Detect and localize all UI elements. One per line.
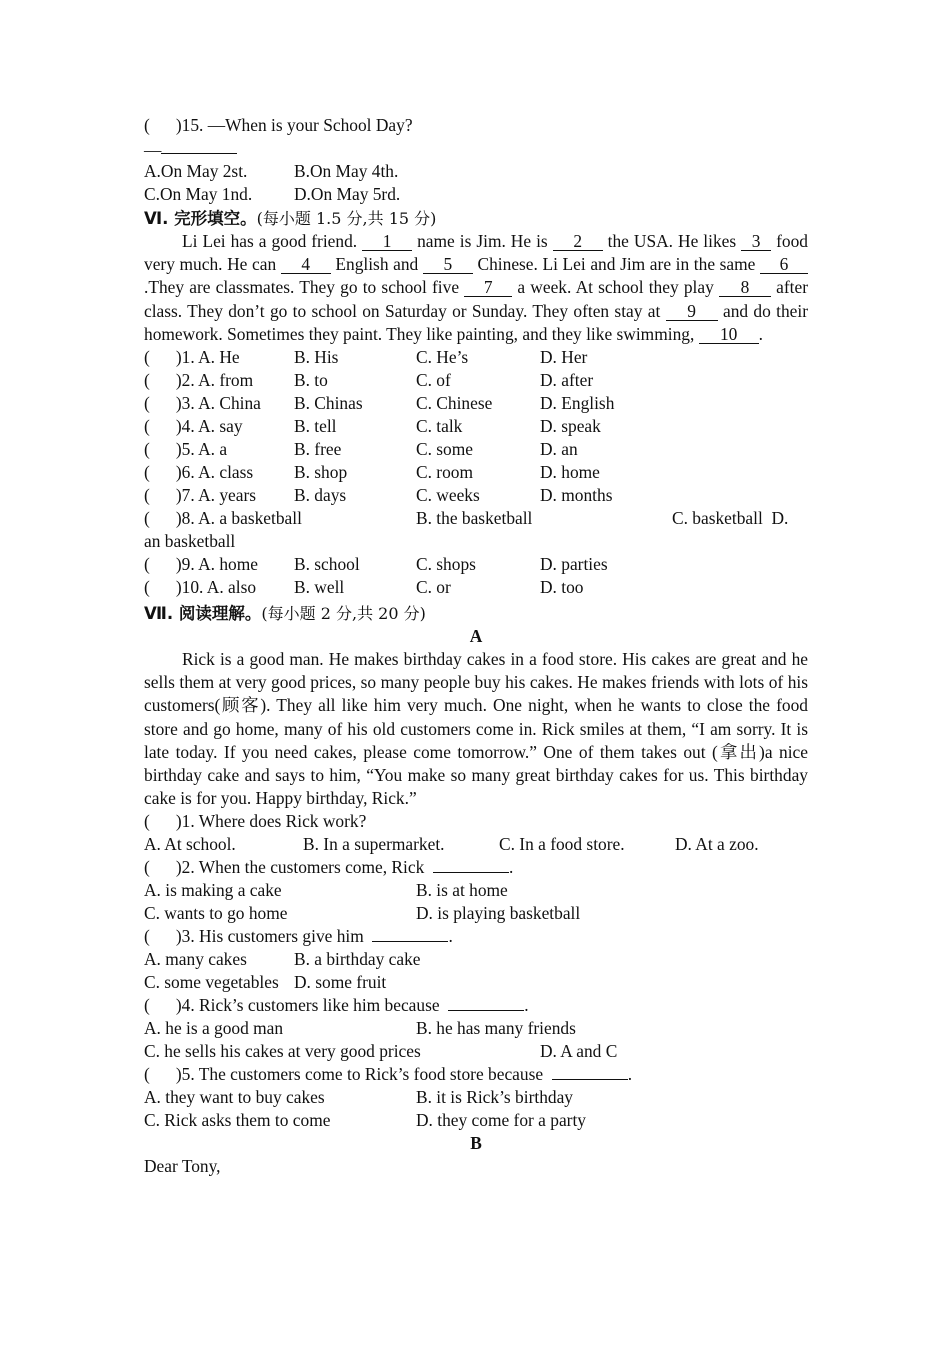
option-c: C. He’s <box>416 347 469 368</box>
cloze-blank-9: 9 <box>666 302 718 321</box>
section-6-note: (每小题 1.5 分,共 15 分) <box>256 209 437 228</box>
option-b: B. In a supermarket. <box>303 834 445 855</box>
reading-q4-text: ( )4. Rick’s customers like him because <box>144 995 440 1016</box>
option-d: D. months <box>540 485 613 506</box>
section-6-title: Ⅵ. 完形填空。 <box>144 209 257 228</box>
reading-q4-options-ab <box>144 1017 808 1040</box>
question-number-option-a: ( )9. A. home <box>144 554 258 575</box>
option-c: C. wants to go home <box>144 903 288 924</box>
option-d: D. speak <box>540 416 601 437</box>
section-6-heading <box>144 207 808 230</box>
option-a: A. he is a good man <box>144 1018 284 1039</box>
cloze-blank-7: 7 <box>464 278 512 297</box>
reading-q3-options-cd <box>144 971 808 994</box>
option-d: D. they come for a party <box>416 1110 586 1131</box>
option-c: C. some vegetables <box>144 972 279 993</box>
option-b: B. well <box>294 577 345 598</box>
option-d: D. an <box>540 439 578 460</box>
option-c: C. In a food store. <box>499 834 625 855</box>
reading-q3-options-ab <box>144 948 808 971</box>
answer-blank <box>433 856 509 873</box>
option-d: D. home <box>540 462 600 483</box>
option-d: D. At a zoo. <box>675 834 759 855</box>
option-b: B. shop <box>294 462 348 483</box>
question-15-options-ab <box>144 160 808 183</box>
option-d: D. is playing basketball <box>416 903 581 924</box>
reading-q1-options <box>144 833 808 856</box>
cloze-question-row <box>144 576 808 599</box>
question-number-option-a: ( )7. A. years <box>144 485 257 506</box>
reading-q5-options-ab <box>144 1086 808 1109</box>
option-c: C.On May 1nd. <box>144 184 253 204</box>
option-b: B. it is Rick’s birthday <box>416 1087 573 1108</box>
cloze-question-8-wrap: an basketball <box>144 531 236 552</box>
option-b: B. he has many friends <box>416 1018 576 1039</box>
reading-q5-text: ( )5. The customers come to Rick’s food store because <box>144 1064 544 1085</box>
option-c: C. or <box>416 577 451 598</box>
option-a: A. is making a cake <box>144 880 282 901</box>
option-b: B. to <box>294 370 328 391</box>
option-b: B. His <box>294 347 339 368</box>
question-number-option-a: ( )6. A. class <box>144 462 254 483</box>
cloze-blank-6: 6 <box>760 255 808 274</box>
option-d: D. some fruit <box>294 972 387 993</box>
cloze-questions-2 <box>144 553 808 599</box>
part-b-label: B <box>470 1133 482 1154</box>
question-15-options-cd <box>144 183 808 206</box>
question-number-option-a: ( )10. A. also <box>144 577 257 598</box>
cloze-question-8 <box>144 507 808 530</box>
option-d: D. after <box>540 370 594 391</box>
answer-blank <box>448 994 524 1011</box>
option-a: A.On May 2st. <box>144 161 248 181</box>
part-a-label: A <box>469 626 483 647</box>
cloze-question-row <box>144 369 808 392</box>
option-d: D. parties <box>540 554 608 575</box>
option-b: B. is at home <box>416 880 508 901</box>
option-b: B. school <box>294 554 360 575</box>
q8-option-b: B. the basketball <box>416 508 533 529</box>
answer-blank <box>552 1063 628 1080</box>
option-b: B. a birthday cake <box>294 949 421 970</box>
cloze-question-row <box>144 461 808 484</box>
answer-blank <box>372 925 448 942</box>
letter-greeting: Dear Tony, <box>144 1156 221 1177</box>
cloze-blank-3: 3 <box>741 232 771 251</box>
option-b: B. Chinas <box>294 393 363 414</box>
section-7-note: (每小题 2 分,共 20 分) <box>261 604 426 624</box>
question-number-option-a: ( )4. A. say <box>144 416 243 437</box>
section-7-heading <box>144 602 808 625</box>
cloze-blank-5: 5 <box>423 255 473 274</box>
option-d: D.On May 5rd. <box>294 184 401 204</box>
cloze-question-row <box>144 392 808 415</box>
option-a: A. many cakes <box>144 949 247 970</box>
reading-q2-text: ( )2. When the customers come, Rick <box>144 857 425 878</box>
worksheet-page <box>144 114 808 1178</box>
reading-q2-options-cd <box>144 902 808 925</box>
option-b: B. free <box>294 439 342 460</box>
cloze-passage: Li Lei has a good friend. 1 name is Jim. He is 2 the USA. He likes 3 food very much. He can 4 English and 5 Chinese. Li Lei and Jim are in the same 6.They are classmates. They go to school five 7 a week. At school they play 8 after class. They don’t go to school on Saturday or Sunday. They often stay at 9 and do their homework. Sometimes they paint. They like painting, and they like swimming, 10 . <box>144 231 809 344</box>
option-c: C. Chinese <box>416 393 493 414</box>
option-d: D. too <box>540 577 584 598</box>
option-c: C. Rick asks them to come <box>144 1110 331 1131</box>
option-b: B. tell <box>294 416 337 437</box>
q8-option-c: C. basketball D. <box>672 508 789 529</box>
option-d: D. English <box>540 393 615 414</box>
cloze-question-row <box>144 553 808 576</box>
option-c: C. weeks <box>416 485 480 506</box>
cloze-blank-4: 4 <box>281 255 331 274</box>
cloze-question-row <box>144 438 808 461</box>
section-7-title: Ⅶ. 阅读理解。 <box>144 604 262 624</box>
reading-q5-stem: ( )5. The customers come to Rick’s food store because . <box>144 1064 633 1085</box>
cloze-questions <box>144 346 808 507</box>
reading-q3-text: ( )3. His customers give him <box>144 926 364 947</box>
option-b: B. days <box>294 485 347 506</box>
q8-part-a: ( )8. A. a basketball <box>144 508 302 529</box>
option-c: C. talk <box>416 416 463 437</box>
option-c: C. shops <box>416 554 476 575</box>
reading-q4-options-cd <box>144 1040 808 1063</box>
option-c: C. he sells his cakes at very good prices <box>144 1041 421 1062</box>
cloze-blank-1: 1 <box>362 232 412 251</box>
dash: — <box>144 140 162 160</box>
question-15-stem: ( )15. —When is your School Day? <box>144 115 413 135</box>
option-a: A. they want to buy cakes <box>144 1087 325 1108</box>
cloze-question-row <box>144 346 808 369</box>
question-15-answer-blank <box>144 137 808 160</box>
reading-q4-stem: ( )4. Rick’s customers like him because . <box>144 995 529 1016</box>
reading-q2-stem: ( )2. When the customers come, Rick . <box>144 857 514 878</box>
option-d: D. Her <box>540 347 588 368</box>
option-c: C. room <box>416 462 474 483</box>
question-number-option-a: ( )5. A. a <box>144 439 228 460</box>
cloze-question-row <box>144 415 808 438</box>
question-number-option-a: ( )1. A. He <box>144 347 240 368</box>
question-number-option-a: ( )2. A. from <box>144 370 254 391</box>
option-c: C. some <box>416 439 474 460</box>
reading-q5-options-cd <box>144 1109 808 1132</box>
reading-q3-stem: ( )3. His customers give him . <box>144 926 453 947</box>
option-b: B.On May 4th. <box>294 161 399 181</box>
cloze-blank-8: 8 <box>719 278 771 297</box>
cloze-blank-10: 10 <box>699 325 759 344</box>
reading-passage-a: Rick is a good man. He makes birthday cakes in a food store. His cakes are great and he sells them at very good prices, so many people buy his cakes. He makes friends with lots of his customers(顾客). They all like him very much. One night, when he wants to close the food store and go home, many of his old customers come in. Rick smiles at them, “I am sorry. It is late today. If you need cakes, please come tomorrow.” One of them takes out (拿出)a nice birthday cake and says to him, “You make so many great birthday cakes for us. This birthday cake is for you. Happy birthday, Rick.” <box>144 649 808 809</box>
option-d: D. A and C <box>540 1041 618 1062</box>
cloze-blank-2: 2 <box>553 232 603 251</box>
option-a: A. At school. <box>144 834 236 855</box>
question-number-option-a: ( )3. A. China <box>144 393 261 414</box>
reading-q2-options-ab <box>144 879 808 902</box>
option-c: C. of <box>416 370 451 391</box>
cloze-question-row <box>144 484 808 507</box>
reading-q1-stem: ( )1. Where does Rick work? <box>144 811 367 832</box>
answer-blank <box>161 137 237 154</box>
